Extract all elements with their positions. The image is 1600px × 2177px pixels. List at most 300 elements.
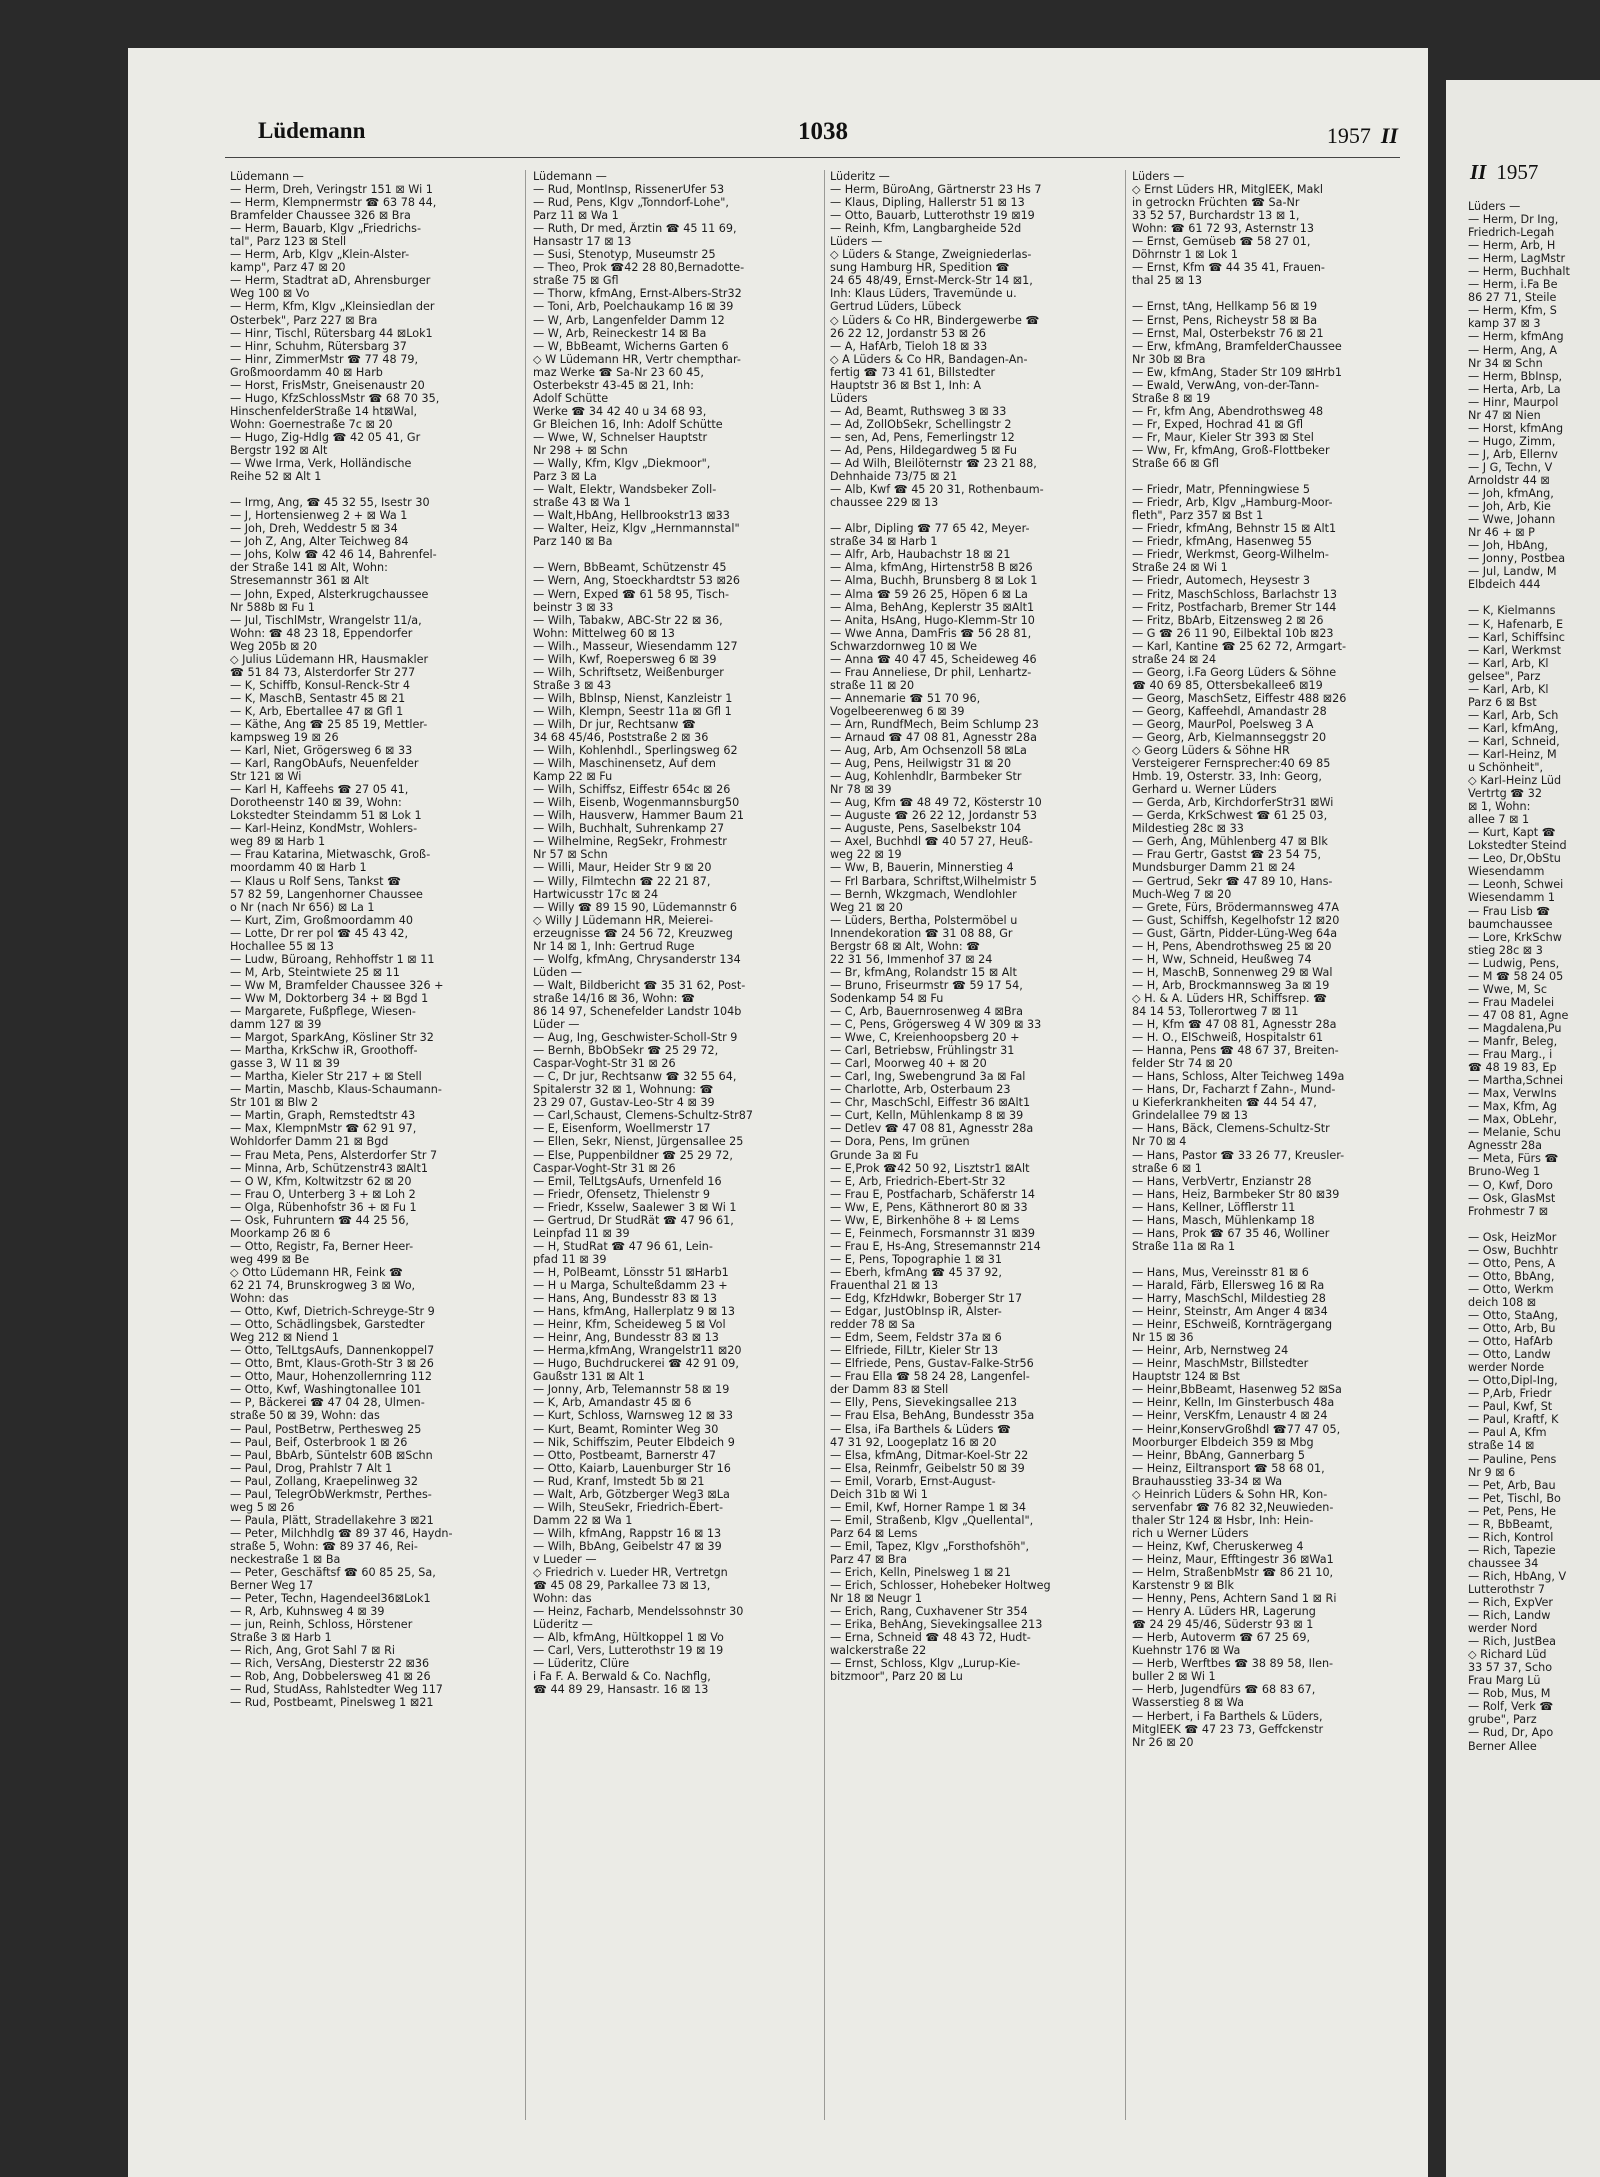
directory-entry-line: — Heinr, Steinstr, Am Anger 4 ⊠34 <box>1132 1305 1328 1319</box>
directory-entry-line: — Friedr, kfmAng, Hasenweg 55 <box>1132 535 1313 549</box>
directory-entry-line: — Jonny, Postbea <box>1468 552 1566 566</box>
directory-entry-line: Kamp 22 ⊠ Fu <box>533 770 613 784</box>
directory-entry-line: — R, BbBeamt, <box>1468 1517 1553 1531</box>
directory-entry-line: kamp 37 ⊠ 3 <box>1468 317 1541 331</box>
directory-entry-line: — Emil, Straßenb, Klgv „Quellental", <box>830 1513 1034 1527</box>
directory-entry-line: — Rich, Landw <box>1468 1609 1551 1623</box>
directory-entry-line: — Ewald, VerwAng, von-der-Tann- <box>1132 378 1320 392</box>
directory-entry-line: — Paula, Plätt, Stradellakehre 3 ⊠21 <box>230 1513 434 1527</box>
directory-entry-line: — A, HafArb, Tieloh 18 ⊠ 33 <box>830 339 988 353</box>
directory-entry-line: Inh: Klaus Lüders, Travemünde u. <box>830 287 1017 301</box>
directory-entry-line: Grunde 3a ⊠ Fu <box>830 1148 919 1162</box>
directory-entry-line: — Wwe Irma, Verk, Holländische <box>230 457 412 471</box>
directory-entry-line: — Axel, Buchhdl ☎ 40 57 27, Heuß- <box>830 835 1033 849</box>
directory-entry-line: — Gust, Schiffsh, Kegelhofstr 12 ⊠20 <box>1132 913 1340 927</box>
directory-entry-line: — Wilhelmine, RegSekr, Frohmestr <box>533 835 727 849</box>
directory-entry-line: MitglEEK ☎ 47 23 73, Geffckenstr <box>1132 1722 1324 1736</box>
directory-entry-line: — Wilh, Kohlenhdl., Sperlingsweg 62 <box>533 744 738 758</box>
directory-entry-line: — Wally, Kfm, Klgv „Diekmoor", <box>533 457 711 471</box>
directory-entry-line: — Melanie, Schu <box>1468 1126 1561 1140</box>
directory-entry-line: ◇ Ernst Lüders HR, MitglEEK, Makl <box>1132 183 1323 197</box>
directory-entry-line: Wasserstieg 8 ⊠ Wa <box>1132 1696 1245 1710</box>
directory-entry-line: — Georg, i.Fa Georg Lüders & Söhne <box>1132 665 1337 679</box>
directory-entry-line: — J G, Techn, V <box>1468 460 1553 474</box>
directory-entry-line: Innendekoration ☎ 31 08 88, Gr <box>830 926 1013 940</box>
directory-entry-line: Str 121 ⊠ Wi <box>230 770 302 784</box>
directory-entry-line: Reihe 52 ⊠ Alt 1 <box>230 470 322 484</box>
directory-entry-line: Lüden — <box>533 965 582 979</box>
directory-entry-line: Bergstr 192 ⊠ Alt <box>230 443 328 457</box>
directory-entry-line: — Wern, Exped ☎ 61 58 95, Tisch- <box>533 587 730 601</box>
directory-entry-line: Parz 47 ⊠ Bra <box>830 1552 907 1566</box>
directory-entry-line: — Edgar, JustObInsp iR, Alster- <box>830 1305 1002 1319</box>
directory-entry-line: — Erich, Rang, Cuxhavener Str 354 <box>830 1605 1028 1619</box>
directory-entry-line: — Wilh, Buchhalt, Suhrenkamp 27 <box>533 822 725 836</box>
directory-entry-line: — Herb, Werftbes ☎ 38 89 58, Ilen- <box>1132 1657 1334 1671</box>
directory-entry-line: — Arnaud ☎ 47 08 81, Agnesstr 28a <box>830 731 1037 745</box>
directory-entry-line: fertig ☎ 73 41 61, Billstedter <box>830 365 996 379</box>
directory-entry-line: — O W, Kfm, Koltwitzstr 62 ⊠ 20 <box>230 1174 412 1188</box>
directory-entry-line: — Gerda, KrkSchwest ☎ 61 25 03, <box>1132 809 1328 823</box>
directory-entry-line: — Manfr, Beleg, <box>1468 1035 1558 1048</box>
directory-entry-line: — Heinz, Eiltransport ☎ 58 68 01, <box>1132 1461 1325 1475</box>
directory-entry-line: — Alma, kfmAng, Hirtenstr58 B ⊠26 <box>830 561 1033 575</box>
directory-entry-line: — Hans, Mus, Vereinsstr 81 ⊠ 6 <box>1132 1265 1309 1279</box>
directory-entry-line: — Helm, StraßenbMstr ☎ 86 21 10, <box>1132 1566 1334 1580</box>
directory-entry-line: — Ernst, Kfm ☎ 44 35 41, Frauen- <box>1132 261 1325 275</box>
directory-entry-line: Nr 18 ⊠ Neugr 1 <box>830 1592 922 1606</box>
directory-entry-line <box>1132 1253 1405 1266</box>
directory-entry-line: Lüderitz — <box>830 170 890 183</box>
directory-entry-line: 84 14 53, Tollerortweg 7 ⊠ 11 <box>1132 1005 1299 1018</box>
directory-entry-line: 86 14 97, Schenefelder Landstr 104b <box>533 1005 742 1018</box>
directory-entry-line: — Georg, Kaffeehdl, Amandastr 28 <box>1132 704 1327 718</box>
directory-entry-line: werder Nord <box>1468 1622 1538 1636</box>
directory-entry-line: — Pet, Pens, He <box>1468 1504 1557 1518</box>
directory-entry-line: Moorburger Elbdeich 359 ⊠ Mbg <box>1132 1435 1314 1449</box>
directory-entry-line: — Otto, Kwf, Dietrich-Schreyge-Str 9 <box>230 1305 435 1319</box>
directory-entry-line: — Ernst, Pens, Richeystr 58 ⊠ Ba <box>1132 313 1318 327</box>
directory-entry-line: — Paul, Kraftf, K <box>1468 1413 1559 1427</box>
directory-entry-line: — Kurt, Zim, Großmoordamm 40 <box>230 913 413 927</box>
directory-entry-line: — Karl-Heinz, KondMstr, Wohlers- <box>230 822 418 836</box>
directory-entry-line: — Frau Gertr, Gastst ☎ 23 54 75, <box>1132 848 1322 862</box>
directory-entry-line: 26 22 12, Jordanstr 53 ⊠ 26 <box>830 326 986 340</box>
directory-entry-line: — Theo, Prok ☎42 28 80,Bernadotte- <box>533 261 745 275</box>
directory-entry-line: — Detlev ☎ 47 08 81, Agnesstr 28a <box>830 1122 1034 1136</box>
directory-entry-line: — Emil, TelLtgsAufs, Urnenfeld 16 <box>533 1174 722 1188</box>
directory-entry-line: — Hans, Heiz, Barmbeker Str 80 ⊠39 <box>1132 1187 1340 1201</box>
directory-entry-line: Wohn: ☎ 61 72 93, Asternstr 13 <box>1132 222 1315 236</box>
directory-column-1 <box>230 170 517 1710</box>
directory-entry-line: — Aug, Ing, Geschwister-Scholl-Str 9 <box>533 1031 738 1045</box>
directory-entry-line: Bergstr 68 ⊠ Alt, Wohn: ☎ <box>830 939 981 953</box>
directory-entry-line: — Wilh, BbAng, Geibelstr 47 ⊠ 39 <box>533 1539 722 1553</box>
directory-entry-line: — H, Arb, Brockmannsweg 3a ⊠ 19 <box>1132 978 1330 992</box>
directory-entry-line: — Otto, TelLtgsAufs, Dannenkoppel7 <box>230 1344 435 1358</box>
directory-entry-line: — Wilh, Eisenb, Wogenmannsburg50 <box>533 796 740 810</box>
directory-entry-line: — Jonny, Arb, Telemannstr 58 ⊠ 19 <box>533 1383 730 1397</box>
directory-entry-line: Spitalerstr 32 ⊠ 1, Wohnung: ☎ <box>533 1083 714 1097</box>
directory-entry-line: — Karl, Schiffsinc <box>1468 630 1565 644</box>
directory-entry-line: 34 68 45/46, Poststraße 2 ⊠ 36 <box>533 731 709 745</box>
directory-entry-line: — Karl, Werkmst <box>1468 643 1562 657</box>
directory-entry-line: — Lotte, Dr rer pol ☎ 45 43 42, <box>230 926 409 940</box>
page-number: 1038 <box>798 118 848 145</box>
directory-entry-line: Dorotheenstr 140 ⊠ 39, Wohn: <box>230 796 402 810</box>
directory-entry-line: deich 108 ⊠ <box>1468 1295 1537 1309</box>
directory-entry-line <box>1468 1218 1600 1231</box>
directory-entry-line: — Rud, Postbeamt, Pinelsweg 1 ⊠21 <box>230 1696 434 1710</box>
directory-entry-line: ☎ 40 69 85, Ottersbekallee6 ⊠19 <box>1132 678 1323 692</box>
directory-entry-line: Lüders — <box>830 235 883 249</box>
directory-entry-line: ◇ Otto Lüdemann HR, Feink ☎ <box>230 1265 403 1279</box>
directory-entry-line: — Heinr, Kfm, Scheideweg 5 ⊠ Vol <box>533 1318 726 1332</box>
directory-entry-line: — Hans, Masch, Mühlenkamp 18 <box>1132 1213 1315 1227</box>
directory-entry-line: — Br, kfmAng, Rolandstr 15 ⊠ Alt <box>830 965 1017 979</box>
directory-entry-line: Gaußstr 131 ⊠ Alt 1 <box>533 1370 645 1384</box>
directory-entry-line: — Carl, Moorweg 40 + ⊠ 20 <box>830 1057 987 1071</box>
directory-entry-line: gelsee", Parz <box>1468 669 1541 683</box>
directory-entry-line: straße 24 ⊠ 24 <box>1132 652 1217 666</box>
directory-entry-line: — Peter, Milchhdlg ☎ 89 37 46, Haydn- <box>230 1526 453 1540</box>
directory-entry-line: ⊠ 1, Wohn: <box>1468 800 1531 814</box>
directory-entry-line: — H. O., ElSchweiß, Hospitalstr 61 <box>1132 1031 1324 1045</box>
directory-entry-line: — Osk, Fuhruntern ☎ 44 25 56, <box>230 1213 409 1227</box>
right-page-volume: II <box>1470 160 1487 184</box>
directory-entry-line: — Henny, Pens, Achtern Sand 1 ⊠ Ri <box>1132 1592 1337 1606</box>
directory-entry-line: — Rud, StudAss, Rahlstedter Weg 117 <box>230 1683 443 1697</box>
directory-entry-line: — Rud, MontInsp, RissenerUfer 53 <box>533 183 725 197</box>
directory-entry-line: — K, Arb, Ebertallee 47 ⊠ Gfl 1 <box>230 704 404 718</box>
directory-entry-line <box>1132 470 1405 483</box>
directory-entry-line: — Peter, Geschäftsf ☎ 60 85 25, Sa, <box>230 1566 436 1580</box>
directory-entry-line: weg 89 ⊠ Harb 1 <box>230 835 326 849</box>
directory-entry-line: — Frau Lisb ☎ <box>1468 904 1551 918</box>
directory-entry-line: Parz 11 ⊠ Wa 1 <box>533 209 619 223</box>
directory-entry-line: — Aug, Kfm ☎ 48 49 72, Kösterstr 10 <box>830 796 1042 810</box>
directory-entry-line: straße 6 ⊠ 1 <box>1132 1161 1202 1175</box>
directory-entry-line: — Heinr, Ang, Bundesstr 83 ⊠ 13 <box>533 1331 719 1345</box>
directory-entry-line: — Ww, Fr, kfmAng, Groß-Flottbeker <box>1132 443 1330 457</box>
directory-entry-line: — Karl, Schneid, <box>1468 734 1560 748</box>
directory-entry-line: 62 21 74, Brunskrogweg 3 ⊠ Wo, <box>230 1278 416 1292</box>
directory-entry-line: — Herm, BbInsp, <box>1468 369 1563 383</box>
directory-entry-line: — Wwe, W, Schnelser Hauptstr <box>533 430 708 444</box>
directory-entry-line: — Otto, Werkm <box>1468 1282 1554 1296</box>
directory-entry-line: — C, Pens, Grögersweg 4 W 309 ⊠ 33 <box>830 1018 1042 1032</box>
directory-entry-line: — Herb, Autoverm ☎ 67 25 69, <box>1132 1631 1311 1645</box>
directory-entry-line: — H, PolBeamt, Lönsstr 51 ⊠Harb1 <box>533 1265 729 1279</box>
directory-entry-line: — Johs, Kolw ☎ 42 46 14, Bahrenfel- <box>230 548 437 562</box>
directory-entry-line: — Heinz, Facharb, Mendelssohnstr 30 <box>533 1605 744 1619</box>
directory-entry-line: — W, Arb, Langenfelder Damm 12 <box>533 313 725 327</box>
directory-column-2 <box>533 170 818 1696</box>
directory-entry-line: — R, Arb, Kuhnsweg 4 ⊠ 39 <box>230 1605 385 1619</box>
column-divider <box>525 170 526 2120</box>
directory-entry-line: — Aug, Arb, Am Ochsenzoll 58 ⊠La <box>830 744 1027 758</box>
directory-entry-line: — Wilh, Bblnsp, Nienst, Kanzleistr 1 <box>533 691 733 705</box>
directory-entry-line: Hmb. 19, Osterstr. 33, Inh: Georg, <box>1132 770 1322 784</box>
directory-entry-line: Lüder — <box>533 1018 580 1032</box>
directory-entry-line: — Paul, BbArb, Süntelstr 60B ⊠Schn <box>230 1448 433 1462</box>
directory-entry-line: straße 5, Wohn: ☎ 89 37 46, Rei- <box>230 1539 418 1553</box>
directory-entry-line: — Frau Madelei <box>1468 995 1555 1009</box>
directory-entry-line: — Walt, Arb, Götzberger Weg3 ⊠La <box>533 1487 730 1501</box>
directory-entry-line: ☎ 44 89 29, Hansastr. 16 ⊠ 13 <box>533 1683 709 1697</box>
directory-entry-line: neckestraße 1 ⊠ Ba <box>230 1552 341 1566</box>
directory-entry-line: — Ad, ZollObSekr, Schellingstr 2 <box>830 417 1012 431</box>
directory-entry-line: — Wwe, C, Kreienhoopsberg 20 + <box>830 1031 1020 1045</box>
directory-entry-line: — Frau Marg., i <box>1468 1048 1553 1062</box>
directory-entry-line: — Meta, Fürs ☎ <box>1468 1152 1559 1166</box>
directory-entry-line: — Toni, Arb, Poelchaukamp 16 ⊠ 39 <box>533 300 734 314</box>
directory-entry-line: — Herta, Arb, La <box>1468 382 1561 396</box>
directory-entry-line: Moorkamp 26 ⊠ 6 <box>230 1226 331 1240</box>
directory-entry-line: allee 7 ⊠ 1 <box>1468 813 1530 827</box>
directory-entry-line: ◇ Karl-Heinz Lüd <box>1468 774 1562 788</box>
directory-entry-line: Großmoordamm 40 ⊠ Harb <box>230 365 383 379</box>
directory-entry-line: — Carl, Betriebsw, Frühlingstr 31 <box>830 1044 1015 1058</box>
directory-entry-line: — W, BbBeamt, Wicherns Garten 6 <box>533 339 729 353</box>
directory-entry-line: — Herb, Jugendfürs ☎ 68 83 67, <box>1132 1683 1316 1697</box>
directory-entry-line: Caspar-Voght-Str 31 ⊠ 26 <box>533 1057 676 1071</box>
directory-entry-line: ☎ 51 84 73, Alsterdorfer Str 277 <box>230 665 416 679</box>
directory-entry-line: Vogelbeerenweg 6 ⊠ 39 <box>830 704 965 718</box>
directory-entry-line: — Herm, Dr Ing, <box>1468 213 1559 227</box>
directory-column-4 <box>1132 170 1405 1749</box>
directory-entry-line: — Rich, Ang, Grot Sahl 7 ⊠ Ri <box>230 1644 395 1658</box>
directory-entry-line: — Elsa, kfmAng, Ditmar-Koel-Str 22 <box>830 1448 1029 1462</box>
directory-entry-line: — Reinh, Kfm, Langbargheide 52d <box>830 222 1022 236</box>
directory-entry-line: — sen, Ad, Pens, Femerlingstr 12 <box>830 430 1015 444</box>
directory-entry-line: — W, Arb, Reineckestr 14 ⊠ Ba <box>533 326 707 340</box>
directory-entry-line: — Paul, Beif, Osterbrook 1 ⊠ 26 <box>230 1435 408 1449</box>
directory-entry-line: — Herbert, i Fa Barthels & Lüders, <box>1132 1709 1323 1723</box>
directory-column-5-partial <box>1468 200 1600 1753</box>
directory-entry-line: — Hinr, Tischl, Rütersbarg 44 ⊠Lok1 <box>230 326 433 340</box>
directory-column-3 <box>830 170 1117 1683</box>
directory-entry-line: — Magdalena,Pu <box>1468 1021 1562 1035</box>
directory-entry-line: — E, Eisenform, Woellmerstr 17 <box>533 1122 711 1136</box>
directory-entry-line: — K, Schiffb, Konsul-Renck-Str 4 <box>230 678 411 692</box>
directory-entry-line: — M, Arb, Steintwiete 25 ⊠ 11 <box>230 965 400 979</box>
directory-entry-line: weg 499 ⊠ Be <box>230 1252 310 1266</box>
directory-entry-line: — Wilh, Klempn, Seestr 11a ⊠ Gfl 1 <box>533 704 732 718</box>
directory-entry-line: — Frau Anneliese, Dr phil, Lenhartz- <box>830 665 1032 679</box>
directory-entry-line: — Hans, Bäck, Clemens-Schultz-Str <box>1132 1122 1330 1136</box>
directory-entry-line: — P,Arb, Friedr <box>1468 1387 1552 1401</box>
directory-entry-line: — C, Arb, Bauernrosenweg 4 ⊠Bra <box>830 1005 1024 1018</box>
directory-entry-line: — E, Arb, Friedrich-Ebert-Str 32 <box>830 1174 1006 1188</box>
directory-entry-line: — K, Hafenarb, E <box>1468 617 1564 631</box>
directory-entry-line: — Martha, Kieler Str 217 + ⊠ Stell <box>230 1070 422 1084</box>
directory-entry-line: — Joh, Dreh, Weddestr 5 ⊠ 34 <box>230 522 398 536</box>
directory-entry-line: — Heinr, Arb, Nernstweg 24 <box>1132 1344 1289 1358</box>
directory-entry-line: straße 43 ⊠ Wa 1 <box>533 496 631 510</box>
directory-entry-line: Stresemannstr 361 ⊠ Alt <box>230 574 369 588</box>
directory-entry-line: Elbdeich 444 <box>1468 578 1541 592</box>
directory-entry-line: — Emil, Vorarb, Ernst-August- <box>830 1474 996 1488</box>
directory-entry-line: ◇ Lüders & Co HR, Bindergewerbe ☎ <box>830 313 1040 327</box>
directory-entry-line: Lüdemann — <box>230 170 304 183</box>
directory-entry-line: — Wolfg, kfmAng, Chrysanderstr 134 <box>533 952 741 966</box>
directory-entry-line: — Max, Kfm, Ag <box>1468 1100 1558 1114</box>
directory-entry-line: — Annemarie ☎ 51 70 96, <box>830 691 981 705</box>
directory-entry-line: — Ellen, Sekr, Nienst, Jürgensallee 25 <box>533 1135 744 1149</box>
directory-entry-line: Hauptstr 124 ⊠ Bst <box>1132 1370 1240 1384</box>
directory-entry-line: Lokstedter Steind <box>1468 839 1567 853</box>
directory-entry-line: — Wwe, Johann <box>1468 513 1556 527</box>
directory-entry-line: u Schönheit", <box>1468 761 1544 775</box>
directory-entry-line: Weg 21 ⊠ 20 <box>830 900 903 914</box>
directory-entry-line: Wohn: Mittelweg 60 ⊠ 13 <box>533 626 675 640</box>
directory-entry-line: Lüders — <box>1468 200 1521 213</box>
directory-entry-line: Werke ☎ 34 42 40 u 34 68 93, <box>533 404 707 418</box>
directory-entry-line: — Friedr, Automech, Heysestr 3 <box>1132 574 1310 588</box>
directory-entry-line: — Otto, Postbeamt, Barnerstr 47 <box>533 1448 717 1462</box>
directory-entry-line: Hauptstr 36 ⊠ Bst 1, Inh: A <box>830 378 982 392</box>
directory-entry-line: — H, Ww, Schneid, Heußweg 74 <box>1132 952 1312 966</box>
directory-entry-line: — Paul, Kwf, St <box>1468 1400 1553 1414</box>
directory-entry-line: — Karl, Arb, Sch <box>1468 708 1559 722</box>
directory-entry-line: — Hinr, ZimmerMstr ☎ 77 48 79, <box>230 352 419 366</box>
directory-entry-line: — G ☎ 26 11 90, Eilbektal 10b ⊠23 <box>1132 626 1334 640</box>
directory-entry-line: Nr 588b ⊠ Fu 1 <box>230 600 316 614</box>
directory-entry-line: — Wilh, Kwf, Roepersweg 6 ⊠ 39 <box>533 652 717 666</box>
directory-entry-line: in getrockn Früchten ☎ Sa-Nr <box>1132 196 1300 210</box>
directory-entry-line: kampsweg 19 ⊠ 26 <box>230 731 339 745</box>
directory-entry-line: — Martin, Maschb, Klaus-Schaumann- <box>230 1083 442 1097</box>
directory-entry-line: — Wilh, kfmAng, Rappstr 16 ⊠ 13 <box>533 1526 722 1540</box>
directory-entry-line: Sodenkamp 54 ⊠ Fu <box>830 991 944 1005</box>
directory-entry-line: — Albr, Dipling ☎ 77 65 42, Meyer- <box>830 522 1030 536</box>
directory-entry-line: — Heinr,KonservGroßhdl ☎77 47 05, <box>1132 1422 1341 1436</box>
directory-entry-line: — Wilh, Tabakw, ABC-Str 22 ⊠ 36, <box>533 613 723 627</box>
directory-entry-line: straße 34 ⊠ Harb 1 <box>830 535 938 549</box>
directory-entry-line: — Chr, MaschSchl, Eiffestr 36 ⊠Alt1 <box>830 1096 1031 1110</box>
directory-entry-line: — Fr, Maur, Kieler Str 393 ⊠ Stel <box>1132 430 1314 444</box>
directory-entry-line: — Irmg, Ang, ☎ 45 32 55, Isestr 30 <box>230 496 430 510</box>
directory-entry-line: — Hugo, Zimm, <box>1468 434 1556 448</box>
directory-entry-line: Gertrud Lüders, Lübeck <box>830 300 962 314</box>
directory-entry-line: — Edg, KfzHdwkr, Boberger Str 17 <box>830 1292 1023 1306</box>
directory-entry-line: — Otto, Bauarb, Lutterothstr 19 ⊠19 <box>830 209 1035 223</box>
directory-entry-line: grube", Parz <box>1468 1713 1537 1727</box>
directory-entry-line: Gr Bleichen 16, Inh: Adolf Schütte <box>533 417 723 431</box>
directory-entry-line: — Herm, Bauarb, Klgv „Friedrichs- <box>230 222 421 236</box>
directory-entry-line: — Herm, Ang, A <box>1468 343 1558 357</box>
directory-entry-line: u Kieferkrankheiten ☎ 44 54 47, <box>1132 1096 1317 1110</box>
directory-entry-line: Parz 64 ⊠ Lems <box>830 1526 918 1540</box>
directory-entry-line: — Elly, Pens, Sievekingsallee 213 <box>830 1396 1017 1410</box>
directory-entry-line: — Herm, Buchhalt <box>1468 265 1570 279</box>
directory-entry-line: — Martha,Schnei <box>1468 1074 1564 1088</box>
directory-entry-line: — Auguste, Pens, Saselbekstr 104 <box>830 822 1022 836</box>
directory-entry-line: — Herm, Dreh, Veringstr 151 ⊠ Wi 1 <box>230 183 433 197</box>
directory-entry-line: Parz 140 ⊠ Ba <box>533 535 613 549</box>
directory-entry-line: redder 78 ⊠ Sa <box>830 1318 916 1332</box>
directory-entry-line: — Wwe, M, Sc <box>1468 982 1547 996</box>
directory-entry-line: — Heinr, BbAng, Gannerbarg 5 <box>1132 1448 1306 1462</box>
directory-entry-line: bitzmoor", Parz 20 ⊠ Lu <box>830 1670 963 1684</box>
directory-entry-line: — Hinr, Maurpol <box>1468 395 1559 409</box>
directory-entry-line: Gerhard u. Werner Lüders <box>1132 783 1277 797</box>
header-rule <box>225 157 1400 158</box>
directory-entry-line: Wohn: das <box>230 1292 289 1306</box>
directory-entry-line: ◇ Julius Lüdemann HR, Hausmakler <box>230 652 429 666</box>
directory-entry-line: — Karl, RangObAufs, Neuenfelder <box>230 757 419 771</box>
directory-entry-line: — Herm, Arb, Klgv „Klein-Alster- <box>230 248 410 262</box>
directory-entry-line: — Karl, Niet, Grögersweg 6 ⊠ 33 <box>230 744 413 758</box>
directory-entry-line: — Otto, Bmt, Klaus-Groth-Str 3 ⊠ 26 <box>230 1357 434 1371</box>
directory-entry-line: — Walt, Elektr, Wandsbeker Zoll- <box>533 483 717 497</box>
directory-entry-line <box>1132 287 1405 300</box>
directory-entry-line: Nr 46 + ⊠ P <box>1468 526 1535 540</box>
directory-entry-line: — Hans, Kellner, Löfflerstr 11 <box>1132 1200 1296 1214</box>
directory-entry-line: — Erich, Schlosser, Hohebeker Holtweg <box>830 1579 1051 1593</box>
directory-entry-line: — Karl H, Kaffeehs ☎ 27 05 41, <box>230 783 409 797</box>
directory-entry-line: — Hans, kfmAng, Hallerplatz 9 ⊠ 13 <box>533 1305 736 1319</box>
directory-entry-line: Bruno-Weg 1 <box>1468 1165 1541 1179</box>
directory-entry-line: — Hans, Schloss, Alter Teichweg 149a <box>1132 1070 1345 1084</box>
directory-entry-line: — Alma, BehAng, Keplerstr 35 ⊠Alt1 <box>830 600 1035 614</box>
directory-entry-line: — Anita, HsAng, Hugo-Klemm-Str 10 <box>830 613 1035 627</box>
directory-entry-line: — Margot, SparkAng, Kösliner Str 32 <box>230 1031 434 1045</box>
directory-entry-line: ◇ A Lüders & Co HR, Bandagen-An- <box>830 352 1028 366</box>
directory-entry-line: — Georg, MaurPol, Poelsweg 3 A <box>1132 717 1314 731</box>
directory-entry-line: Wohn: ☎ 48 23 18, Eppendorfer <box>230 626 413 640</box>
directory-entry-line: — Friedr, Werkmst, Georg-Wilhelm- <box>1132 548 1329 562</box>
directory-entry-line: — Rob, Mus, M <box>1468 1687 1551 1701</box>
directory-entry-line: — Paul, Drog, Prahlstr 7 Alt 1 <box>230 1461 393 1475</box>
directory-entry-line: — Erich, Kelln, Pinelsweg 1 ⊠ 21 <box>830 1566 1012 1580</box>
directory-entry-line: — Ernst, Schloss, Klgv „Lurup-Kie- <box>830 1657 1021 1671</box>
directory-entry-line: Döhrnstr 1 ⊠ Lok 1 <box>1132 248 1239 262</box>
directory-entry-line: Adolf Schütte <box>533 391 609 405</box>
directory-entry-line: — Hugo, KfzSchlossMstr ☎ 68 70 35, <box>230 391 440 405</box>
directory-entry-line: Nr 298 + ⊠ Schn <box>533 443 628 457</box>
header-catchword: Lüdemann <box>258 118 366 143</box>
directory-entry-line: — Susi, Stenotyp, Museumstr 25 <box>533 248 716 262</box>
directory-entry-line: Berner Weg 17 <box>230 1579 314 1593</box>
directory-entry-line: Wohn: Goernestraße 7c ⊠ 20 <box>230 417 393 431</box>
directory-entry-line: — Gust, Gärtn, Pidder-Lüng-Weg 64a <box>1132 926 1338 940</box>
directory-entry-line: i Fa F. A. Berwald & Co. Nachflg, <box>533 1670 711 1684</box>
directory-entry-line: — Frau E, Hs-Ang, Stresemannstr 214 <box>830 1239 1041 1253</box>
directory-entry-line: — Elfriede, Pens, Gustav-Falke-Str56 <box>830 1357 1034 1371</box>
directory-entry-line: Osterbek", Parz 227 ⊠ Bra <box>230 313 378 327</box>
directory-entry-line: Weg 100 ⊠ Vo <box>230 287 310 301</box>
directory-entry-line: — Gertrud, Dr StudRät ☎ 47 96 61, <box>533 1213 734 1227</box>
directory-entry-line: — Frau Meta, Pens, Alsterdorfer Str 7 <box>230 1148 438 1162</box>
directory-entry-line: tal", Parz 123 ⊠ Stell <box>230 235 347 249</box>
directory-entry-line: — Max, VerwIns <box>1468 1087 1557 1101</box>
directory-entry-line: — Osw, Buchhtr <box>1468 1243 1558 1257</box>
directory-entry-line: — Ad, Beamt, Ruthsweg 3 ⊠ 33 <box>830 404 1007 418</box>
directory-entry-line: Nr 78 ⊠ 39 <box>830 783 892 797</box>
directory-entry-line: chaussee 34 <box>1468 1556 1539 1570</box>
directory-entry-line: — Nik, Schiffszim, Peuter Elbdeich 9 <box>533 1435 735 1449</box>
directory-entry-line: Straße 24 ⊠ Wi 1 <box>1132 561 1228 575</box>
directory-entry-line: ◇ Georg Lüders & Söhne HR <box>1132 744 1290 758</box>
directory-entry-line: — Ruth, Dr med, Ärztin ☎ 45 11 69, <box>533 222 737 236</box>
directory-entry-line: Wiesendamm 1 <box>1468 891 1556 905</box>
directory-entry-line: Much-Weg 7 ⊠ 20 <box>1132 887 1232 901</box>
directory-entry-line: — Ew, kfmAng, Stader Str 109 ⊠Hrb1 <box>1132 365 1342 379</box>
directory-entry-line: stieg 28c ⊠ 3 <box>1468 943 1543 957</box>
column-divider <box>1125 170 1126 2120</box>
